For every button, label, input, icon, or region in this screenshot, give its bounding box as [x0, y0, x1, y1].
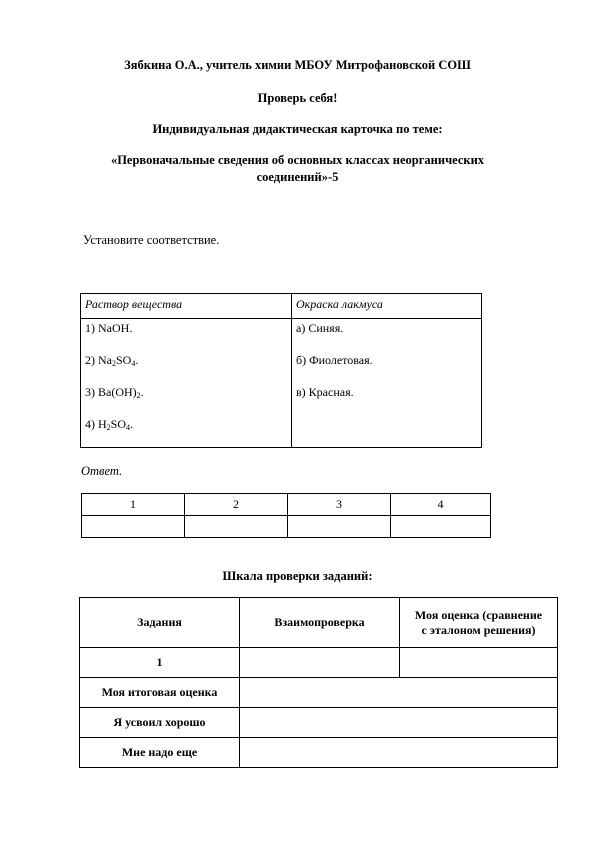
scale-title: Шкала проверки заданий:	[222, 569, 373, 583]
color-item: б) Фиолетовая.	[296, 353, 373, 367]
scale-table	[79, 597, 558, 768]
answer-header-1: 1	[82, 494, 185, 516]
learned-well-cell[interactable]	[240, 708, 558, 738]
col-self-assessment-header	[400, 598, 558, 648]
col-tasks-header: Задания	[80, 598, 240, 648]
answer-header-2: 2	[185, 494, 288, 516]
answer-header-3: 3	[288, 494, 391, 516]
litmus-colors-cell	[292, 319, 482, 448]
self-assessment-line-2: с эталоном решения)	[421, 622, 536, 637]
need-more-label: Мне надо еще	[80, 738, 240, 768]
final-grade-cell[interactable]	[240, 678, 558, 708]
answer-cell-3[interactable]	[288, 516, 391, 538]
substance-item: 2) $Na_2SO_4$.	[85, 353, 139, 368]
topic-line-2: соединений»-5	[256, 170, 339, 184]
col-substance-header: Раствор вещества	[81, 294, 292, 319]
answer-cell-2[interactable]	[185, 516, 288, 538]
check-yourself-title: Проверь себя!	[257, 91, 338, 105]
substance-item: 1) NaOH.	[85, 321, 133, 335]
need-more-cell[interactable]	[240, 738, 558, 768]
col-litmus-header: Окраска лакмуса	[292, 294, 482, 319]
color-item: а) Синяя.	[296, 321, 344, 335]
matching-table	[80, 293, 482, 448]
task-1-label: 1	[80, 648, 240, 678]
answer-table	[81, 493, 491, 538]
substance-item: 3) $Ba(OH)_2$.	[85, 385, 144, 400]
answer-label: Ответ.	[81, 464, 123, 478]
answer-cell-1[interactable]	[82, 516, 185, 538]
substance-item: 4) $H_2SO_4$.	[85, 417, 134, 432]
final-grade-label: Моя итоговая оценка	[80, 678, 240, 708]
learned-well-label: Я усвоил хорошо	[80, 708, 240, 738]
task-1-self-cell[interactable]	[400, 648, 558, 678]
self-assessment-line-1: Моя оценка (сравнение	[414, 607, 543, 622]
col-peer-review-header: Взаимопроверка	[240, 598, 400, 648]
author-line: Зябкина О.А., учитель химии МБОУ Митрофановской СОШ	[124, 58, 471, 72]
substances-cell	[81, 319, 292, 448]
card-title: Индивидуальная дидактическая карточка по теме:	[152, 122, 443, 136]
task-1-peer-cell[interactable]	[240, 648, 400, 678]
answer-header-4: 4	[391, 494, 491, 516]
instruction-text: Установите соответствие.	[83, 233, 220, 247]
topic-line-1: «Первоначальные сведения об основных классах неорганических	[110, 153, 485, 167]
color-item: в) Красная.	[296, 385, 354, 399]
answer-cell-4[interactable]	[391, 516, 491, 538]
